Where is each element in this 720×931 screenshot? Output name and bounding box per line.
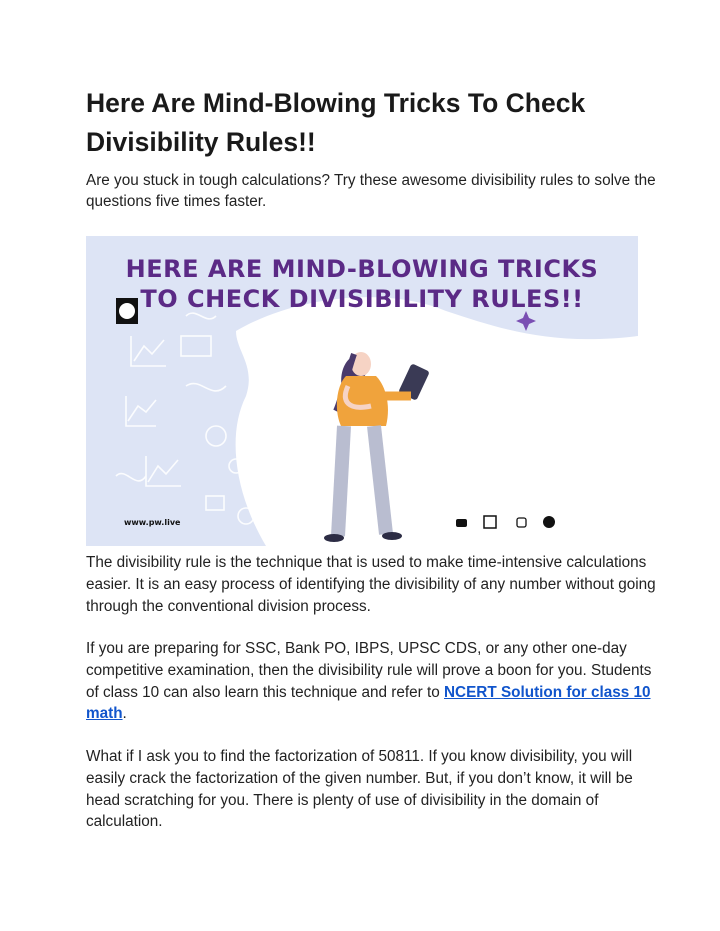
paragraph-1: The divisibility rule is the technique that is used to make time-intensive calculations easier. It is an easy process of identifying the divisibility of any number without going through the conventional division process. [86, 554, 656, 615]
app-icon [543, 516, 555, 528]
ncert-solution-link[interactable]: NCERT Solution for class 10 math [86, 683, 651, 723]
article-banner-image [86, 236, 638, 546]
banner-heading [86, 254, 638, 314]
banner-heading-line-2: TO CHECK DIVISIBILITY RULES!! [140, 285, 584, 313]
page-subtitle: Are you stuck in tough calculations? Try these awesome divisibility rules to solve the questions five times faster. [86, 172, 656, 210]
paragraph-2 [86, 638, 656, 725]
youtube-icon [456, 519, 467, 527]
banner-blob [236, 297, 638, 546]
paragraph-3: What if I ask you to find the factorization of 50811. If you know divisibility, you will easily crack the factorization of the given number. But, if you don’t know, it will be head scratching for you. There is plenty of use of divisibility in the domain of calculation. [86, 748, 633, 831]
banner-url: www.pw.live [124, 518, 181, 527]
sparkle-icon [516, 311, 536, 331]
banner-heading-line-1: HERE ARE MIND-BLOWING TRICKS [125, 255, 599, 283]
paragraph-2-end: . [122, 705, 127, 723]
page-title: Here Are Mind-Blowing Tricks To Check Divisibility Rules!! [86, 88, 586, 157]
paragraph-2-text: If you are preparing for SSC, Bank PO, IBPS, UPSC CDS, or any other one-day competitive examination, then the divisibility rule will prove a boon for you. Students of class 10 can also learn this technique and refer to [86, 640, 652, 701]
